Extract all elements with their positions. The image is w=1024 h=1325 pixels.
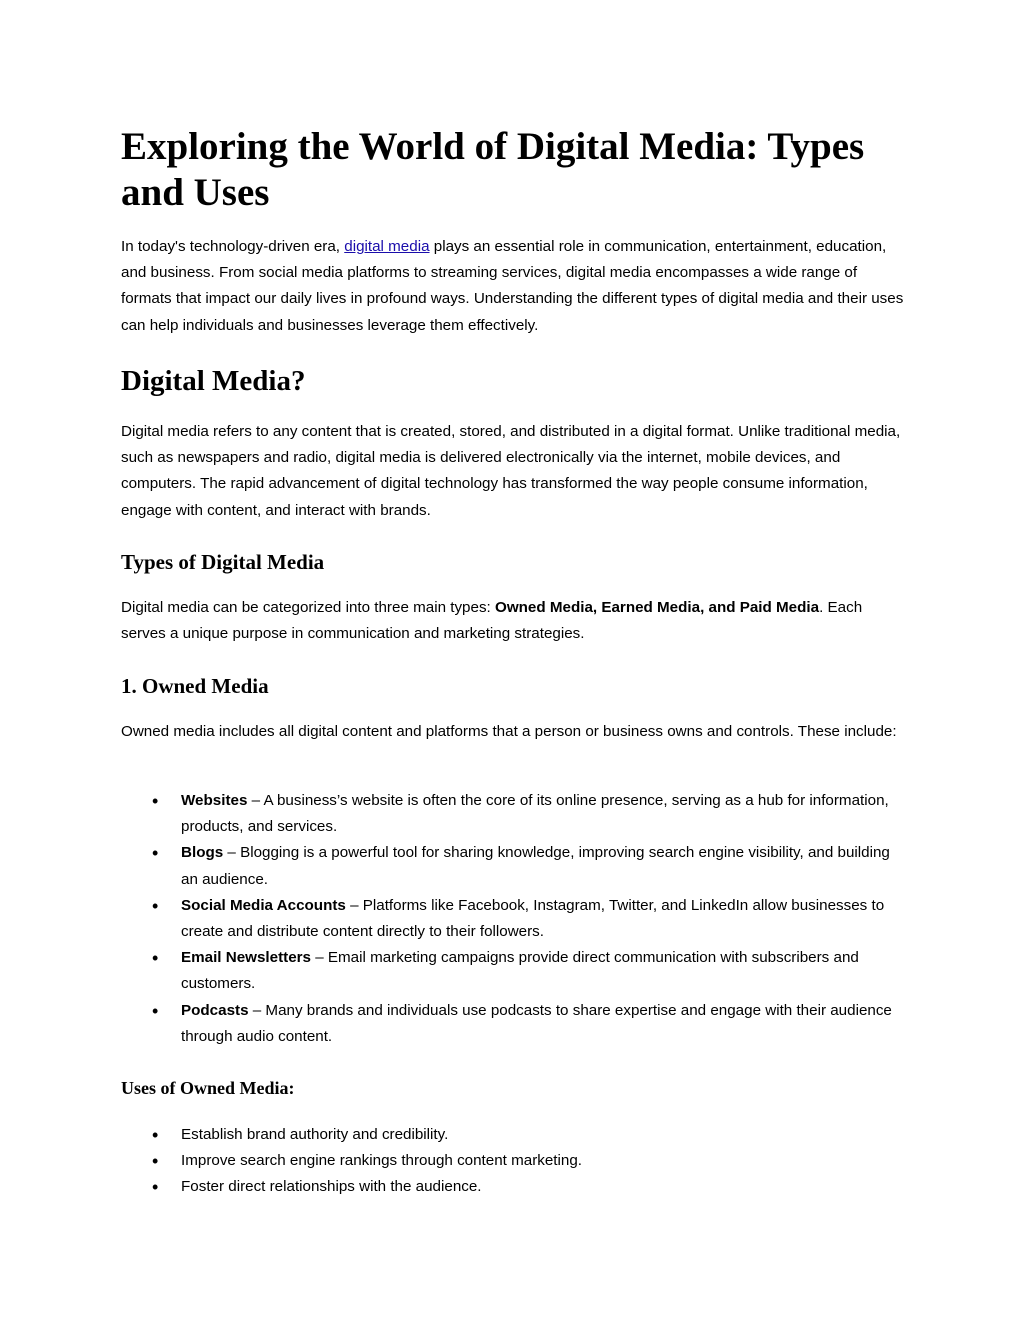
- list-item-desc: – Email marketing campaigns provide direct communication with subscribers and customers.: [181, 949, 859, 993]
- list-item-term: Blogs: [181, 844, 224, 862]
- intro-paragraph: [121, 234, 905, 339]
- list-item-term: Social Media Accounts: [181, 896, 346, 914]
- intro-text-before: In today's technology-driven era,: [121, 238, 345, 255]
- owned-media-paragraph: Owned media includes all digital content and platforms that a person or business owns and controls. These include:: [121, 723, 897, 740]
- list-item: [121, 788, 905, 840]
- digital-media-link[interactable]: digital media: [344, 238, 430, 255]
- page-title: Exploring the World of Digital Media: Types and Uses: [121, 125, 865, 214]
- list-item: • Foster direct relationships with the audience.: [121, 1174, 905, 1200]
- list-item-term: Websites: [181, 792, 248, 809]
- section-heading-uses-owned-media: Uses of Owned Media:: [121, 1078, 295, 1098]
- uses-owned-media-list: [121, 1122, 905, 1201]
- list-item: [121, 840, 905, 892]
- list-item-term: Podcasts: [181, 1001, 249, 1019]
- list-item-desc: – Blogging is a powerful tool for sharing knowledge, improving search engine visibility, and building an audience.: [181, 844, 890, 888]
- list-item-desc: – Many brands and individuals use podcasts to share expertise and engage with their audience through audio content.: [181, 1001, 892, 1045]
- list-item-term: Email Newsletters: [181, 949, 311, 967]
- types-text-after: . Each serves a unique purpose in communication and marketing strategies.: [121, 599, 863, 643]
- section-heading-types: Types of Digital Media: [121, 550, 325, 574]
- list-item: • Improve search engine rankings through content marketing.: [121, 1148, 905, 1174]
- section-heading-digital-media: Digital Media?: [121, 365, 306, 397]
- section-heading-owned-media: 1. Owned Media: [121, 674, 269, 698]
- list-item: • Establish brand authority and credibility.: [121, 1122, 905, 1148]
- list-item: [121, 945, 905, 997]
- owned-media-list: [121, 788, 905, 1050]
- list-item-desc: – A business’s website is often the core of its online presence, serving as a hub for information, products, and services.: [181, 792, 889, 836]
- list-item-desc: – Platforms like Facebook, Instagram, Twitter, and LinkedIn allow businesses to create and distribute content directly to their followers.: [181, 896, 885, 941]
- intro-text-after: plays an essential role in communication, entertainment, education, and business. From social media platforms to streaming services, digital media encompasses a wide range of formats that impact our daily lives in profound ways. Understanding the different types of digital media and their uses can help individuals and businesses leverage them effectively.: [121, 238, 904, 334]
- types-text-bold: Owned Media, Earned Media, and Paid Media: [495, 599, 820, 616]
- list-item: [121, 998, 905, 1050]
- list-item: [121, 893, 905, 945]
- types-paragraph: [121, 595, 905, 647]
- digital-media-paragraph: Digital media refers to any content that is created, stored, and distributed in a digital format. Unlike traditional media, such as newspapers and radio, digital media is delivered electronically via the internet, mobile devices, and computers. The rapid advancement of digital technology has transformed the way people consume information, engage with content, and interact with brands.: [121, 423, 901, 519]
- types-text-before: Digital media can be categorized into three main types:: [121, 599, 495, 616]
